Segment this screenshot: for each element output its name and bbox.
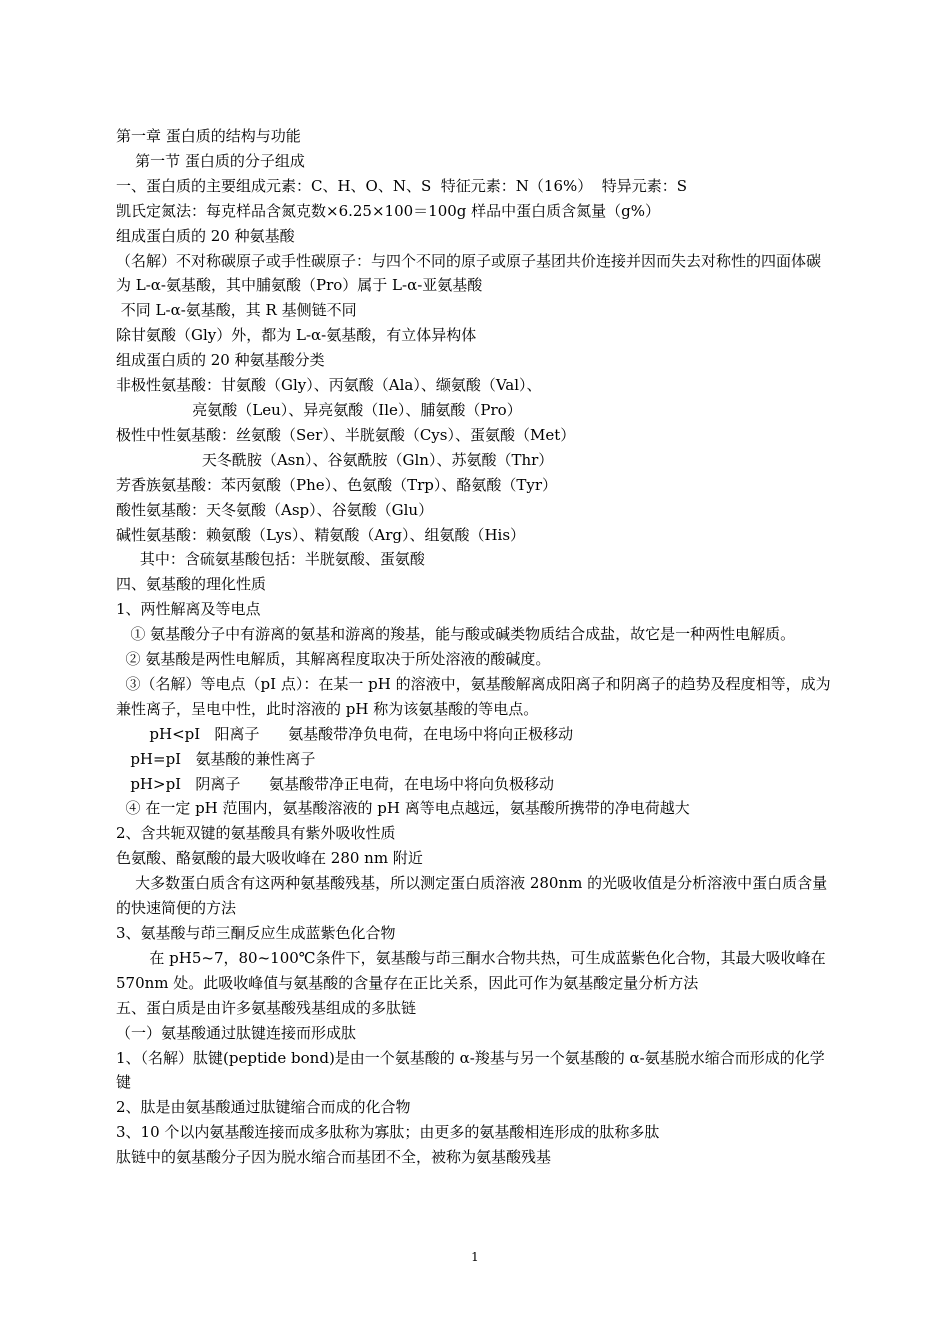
text-line: 芳香族氨基酸：苯丙氨酸（Phe）、色氨酸（Trp）、酪氨酸（Tyr） <box>116 475 558 494</box>
text-line: 在 pH5~7，80~100℃条件下，氨基酸与茚三酮水合物共热，可生成蓝紫色化合物，其最大吸收峰在 570nm 处。此吸收峰值与氨基酸的含量存在正比关系，因此可作为氨基酸定量分析方法 <box>116 948 831 992</box>
text-line: 亮氨酸（Leu）、异亮氨酸（Ile）、脯氨酸（Pro） <box>116 400 522 419</box>
text-line: 3、氨基酸与茚三酮反应生成蓝紫色化合物 <box>116 924 396 942</box>
text-line: 色氨酸、酪氨酸的最大吸收峰在 280 nm 附近 <box>116 849 423 868</box>
document-body <box>116 124 838 1170</box>
text-line: 1、两性解离及等电点 <box>116 600 261 619</box>
text-line: 四、氨基酸的理化性质 <box>116 575 267 594</box>
text-line: ① 氨基酸分子中有游离的氨基和游离的羧基，能与酸或碱类物质结合成盐，故它是一种两性电解质。 <box>116 625 796 644</box>
text-line: pH>pI 阴离子 氨基酸带净正电荷，在电场中将向负极移动 <box>116 774 555 793</box>
text-line: 为 L-α-氨基酸，其中脯氨酸（Pro）属于 L-α-亚氨基酸 <box>116 276 483 295</box>
page-number: 1 <box>471 1250 479 1264</box>
text-line: 第一节 蛋白质的分子组成 <box>116 151 305 170</box>
text-line: （名解）不对称碳原子或手性碳原子：与四个不同的原子或原子基团共价连接并因而失去对称性的四面体碳 <box>116 251 822 270</box>
text-line: 3、10 个以内氨基酸连接而成多肽称为寡肽；由更多的氨基酸相连形成的肽称多肽 <box>116 1123 660 1142</box>
text-line: 1、（名解）肽键(peptide bond)是由一个氨基酸的 α-羧基与另一个氨基酸的 α-氨基脱水缩合而形成的化学键 <box>116 1048 825 1092</box>
text-line: ③（名解）等电点（pI 点）：在某一 pH 的溶液中，氨基酸解离成阳离子和阴离子的趋势及程度相等，成为兼性离子，呈电中性，此时溶液的 pH 称为该氨基酸的等电点。 <box>116 674 831 718</box>
text-line: 组成蛋白质的 20 种氨基酸 <box>116 226 295 245</box>
text-line: 碱性氨基酸：赖氨酸（Lys）、精氨酸（Arg）、组氨酸（His） <box>116 525 526 544</box>
text-line: 其中：含硫氨基酸包括：半胱氨酸、蛋氨酸 <box>116 550 425 569</box>
text-line: 2、含共轭双键的氨基酸具有紫外吸收性质 <box>116 824 396 843</box>
text-line: 除甘氨酸（Gly）外，都为 L-α-氨基酸，有立体异构体 <box>116 326 477 345</box>
text-line: pH<pI 阳离子 氨基酸带净负电荷，在电场中将向正极移动 <box>116 724 574 743</box>
text-line: 2、肽是由氨基酸通过肽键缩合而成的化合物 <box>116 1098 411 1117</box>
text-line: pH=pI 氨基酸的兼性离子 <box>116 749 316 768</box>
text-line: 一、蛋白质的主要组成元素：C、H、O、N、S 特征元素：N（16%） 特异元素：S <box>116 176 688 195</box>
text-line: 非极性氨基酸：甘氨酸（Gly）、丙氨酸（Ala）、缬氨酸（Val）、 <box>116 376 542 395</box>
text-line: 肽链中的氨基酸分子因为脱水缩合而基团不全，被称为氨基酸残基 <box>116 1148 552 1167</box>
text-line: 凯氏定氮法：每克样品含氮克数×6.25×100＝100g 样品中蛋白质含氮量（g%） <box>116 201 661 220</box>
text-line: 酸性氨基酸：天冬氨酸（Asp）、谷氨酸（Glu） <box>116 500 434 519</box>
text-line: ④ 在一定 pH 范围内，氨基酸溶液的 pH 离等电点越远，氨基酸所携带的净电荷越大 <box>116 799 690 818</box>
text-line: 组成蛋白质的 20 种氨基酸分类 <box>116 351 325 370</box>
text-line: （一）氨基酸通过肽键连接而形成肽 <box>116 1023 357 1042</box>
text-line: 极性中性氨基酸：丝氨酸（Ser）、半胱氨酸（Cys）、蛋氨酸（Met） <box>116 425 576 444</box>
text-line: 第一章 蛋白质的结构与功能 <box>116 127 301 145</box>
text-line: 五、蛋白质是由许多氨基酸残基组成的多肽链 <box>116 998 417 1017</box>
text-line: ② 氨基酸是两性电解质，其解离程度取决于所处溶液的酸碱度。 <box>116 650 551 669</box>
text-line: 不同 L-α-氨基酸，其 R 基侧链不同 <box>116 301 357 320</box>
text-line: 大多数蛋白质含有这两种氨基酸残基，所以测定蛋白质溶液 280nm 的光吸收值是分析溶液中蛋白质含量的快速简便的方法 <box>116 874 828 918</box>
text-line: 天冬酰胺（Asn）、谷氨酰胺（Gln）、苏氨酸（Thr） <box>116 450 554 469</box>
